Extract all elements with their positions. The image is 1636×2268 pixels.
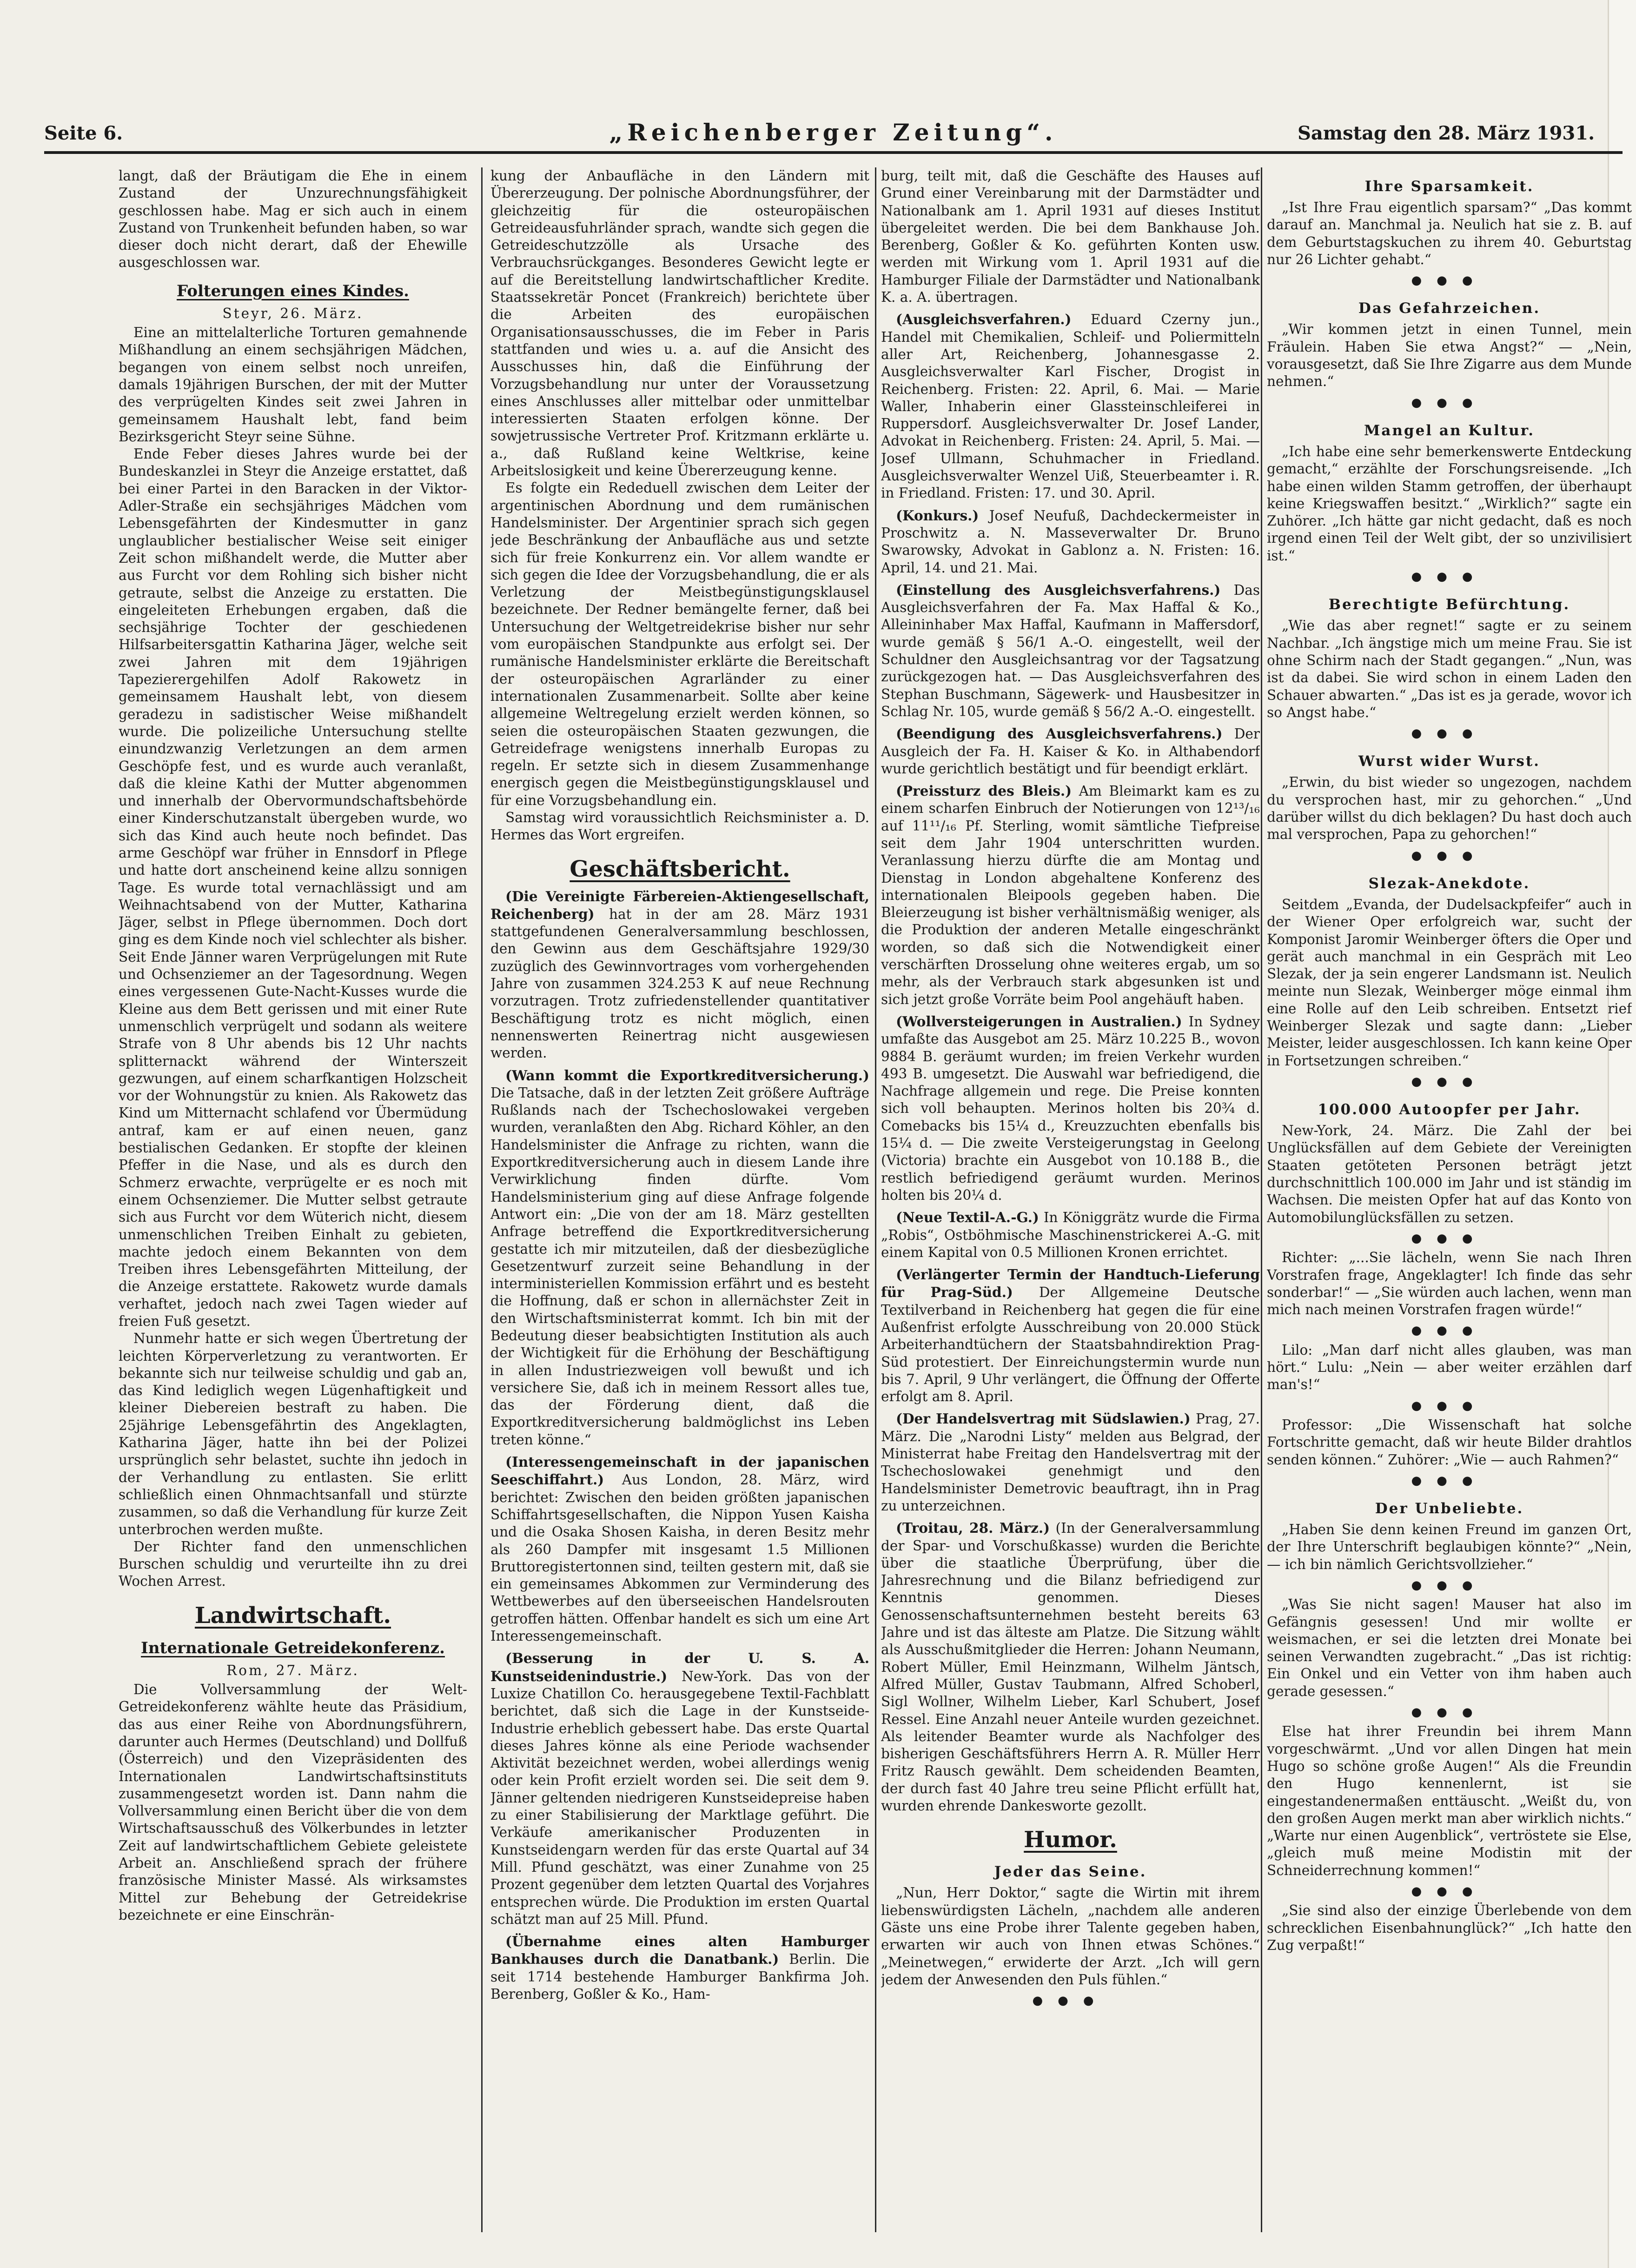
entry-lead: (Neue Textil-A.-G.) xyxy=(896,1209,1039,1226)
entry-lead: (Troitau, 28. März.) xyxy=(896,1520,1050,1536)
joke-text: „Ich habe eine sehr bemerkenswerte Entdeckung gemacht,“ erzählte der Forschungsreisende. „Ich habe einen wilden Stamm getroffen, der überhaupt keine Kriegswaffen besitzt.“ „Wirklich?“ sagte ein Zuhörer. „Ich hätte gar nicht gedacht, daß es noch irgend einen Teil der Welt gibt, der so unzivilisiert ist.“ xyxy=(1267,443,1632,564)
joke-text: „Erwin, du bist wieder so ungezogen, nachdem du versprochen hast, mir zu gehorchen.“ „Und darüber willst du dich beklagen? Du hast doch auch mal versprochen, Papa zu gehorchen!“ xyxy=(1267,774,1632,843)
joke-text: Else hat ihrer Freundin bei ihrem Mann vorgeschwärmt. „Und vor allen Dingen hat mein Hugo so schöne große Augen!“ Als die Freundin den Hugo kennenlernt, ist sie eingestandenermaßen enttäuscht. „Weißt du, von den großen Augen merkt man aber wirklich nichts.“ „Warte nur einen Augenblick“, vertröstete sie Else, „gleich muß meine Modistin mit der Schneiderrechnung kommen!“ xyxy=(1267,1723,1632,1878)
page-number: Seite 6. xyxy=(44,122,123,144)
entry-lead: (Preissturz des Bleis.) xyxy=(896,783,1072,799)
business-entry xyxy=(490,1933,869,2003)
paragraph: Eine an mittelalterliche Torturen gemahnende Mißhandlung an einem sechsjährigen Mädchen, begangen von einem selbst noch unreifen, damals 19jährigen Burschen, der mit der Mutter des verprügelten Kindes seit zwei Jahren in gemeinsamem Haushalt lebt, fand beim Bezirksgericht Steyr seine Sühne. xyxy=(119,325,467,445)
business-entry xyxy=(881,1013,1260,1204)
joke-title: Mangel an Kultur. xyxy=(1364,422,1535,439)
article-continuation: burg, teilt mit, daß die Geschäfte des Hauses auf Grund einer Vereinbarung mit der Darmstädter und Nationalbank am 1. April 1931 auf dieses Institut übergeleitet werden. Die bei dem Bankhause Joh. Berenberg, Goßler & Ko. geführten Konten usw. werden mit Wirkung vom 1. April 1931 auf die Hamburger Filiale der Darmstädter und Nationalbank K. a. A. übertragen. xyxy=(881,168,1260,306)
entry-lead: (Wollversteigerungen in Australien.) xyxy=(896,1013,1182,1030)
business-entry xyxy=(881,507,1260,577)
entry-body: Das Ausgleichsverfahren der Fa. Max Haffal & Ko., Alleininhaber Max Haffal, Kaufmann in Maffersdorf, wurde gemäß § 56/1 A.-O. eingestellt, weil der Schuldner den Ausgleichsantrag vor der Tagsatzung zurückgezogen hat. — Das Ausgleichsverfahren des Stephan Buschmann, Sägewerk- und Hausbesitzer in Schlag Nr. 105, wurde gemäß § 56/2 A.-O. eingestellt. xyxy=(881,582,1260,719)
entry-lead: (Wann kommt die Exportkreditversicherung.) xyxy=(505,1067,869,1084)
entry-lead: (Der Handelsvertrag mit Südslawien.) xyxy=(896,1410,1191,1427)
article-continuation: langt, daß der Bräutigam die Ehe in einem Zustand der Unzurechnungsfähigkeit geschlossen habe. Mag er sich auch in einem Zustand von Trunkenheit befunden haben, so war dieser doch nicht derart, daß der Ehewille ausgeschlossen war. xyxy=(119,168,467,271)
joke-title: Wurst wider Wurst. xyxy=(1358,753,1540,770)
paragraph: Samstag wird voraussichtlich Reichsminister a. D. Hermes das Wort ergreifen. xyxy=(490,809,869,843)
column-3 xyxy=(881,167,1260,2251)
section-heading: Geschäftsbericht. xyxy=(570,856,790,882)
dateline: Rom, 27. März. xyxy=(226,1662,359,1678)
joke-title: Jeder das Seine. xyxy=(994,1863,1147,1881)
column-2 xyxy=(490,167,869,2251)
entry-lead: (Interessengemeinschaft in der japanischen Seeschiffahrt.) xyxy=(490,1454,869,1488)
paragraph: Ende Feber dieses Jahres wurde bei der Bundeskanzlei in Steyr die Anzeige erstattet, daß bei einer Partei in den Baracken in der Viktor-Adler-Straße ein sechsjähriges Mädchen vom Lebensgefährten der Kindesmutter in ganz unglaublicher bestialischer Weise seit einiger Zeit schon mißhandelt werde, die Mutter aber aus Furcht vor dem Rohling sich bisher nicht getraute, selbst die Anzeige zu erstatten. Die eingeleiteten Erhebungen ergaben, daß die sechsjährige Tochter der geschiedenen Hilfsarbeitersgattin Katharina Jäger, welche seit zwei Jahren mit dem 19jährigen Tapezierergehilfen Adolf Rakowetz in gemeinsamem Haushalt lebt, von diesem geradezu in sadistischer Weise mißhandelt wurde. Die polizeiliche Untersuchung stellte einundzwanzig Verletzungen an dem armen Geschöpfe fest, und es wurde auch veranlaßt, daß die kleine Kathi der Mutter abgenommen und innerhalb der Obervormundschaftsbehörde einer Kinderschutzanstalt übergeben wurde, wo sich das Kind auch heute noch befindet. Das arme Geschöpf war früher in Ennsdorf in Pflege und hatte dort anscheinend keine allzu sonnigen Tage. Es wurde total vernachlässigt und am Weihnachtsabend von der Mutter, Katharina Jäger, selbst in Pflege übernommen. Doch dort ging es dem Kinde noch viel schlechter als bisher. Seit Ende Jänner waren Verprügelungen mit Rute und Ochsenziemer an der Tagesordnung. Wegen eines vergessenen Gute-Nacht-Kusses wurde die Kleine aus dem Bett gerissen und mit einer Rute unmenschlich verprügelt und sodann als weitere Strafe von 8 Uhr abends bis 12 Uhr nachts splitternackt während der Winterszeit gezwungen, auf einem scharfkantigen Holzscheit vor der Wohnungstür zu knien. Als Rakowetz das Kind um Mitternacht schlafend vor Übermüdung antraf, kam er auf einen neuen, ganz bestialischen Gedanken. Er stopfte der kleinen Pfeffer in die Nase, und als es durch den Schmerz erwachte, verprügelte er es noch mit einem Ochsenziemer. Die Mutter selbst getraute sich aus Furcht vor dem Wüterich nicht, diesem unmenschlichen Treiben Einhalt zu gebieten, machte jedoch einem Bekannten von dem Treiben ihres Lebensgefährten Mitteilung, der die Anzeige erstattete. Rakowetz wurde damals verhaftet, jedoch nach zwei Tagen wieder auf freien Fuß gesetzt. xyxy=(119,446,467,1329)
entry-body: Der Ausgleich der Fa. H. Kaiser & Ko. in Althabendorf wurde gerichtlich bestätigt und für beendigt erklärt. xyxy=(881,726,1260,777)
column-1 xyxy=(119,167,467,2251)
entry-body: Josef Neufuß, Dachdeckermeister in Proschwitz a. N. Masseverwalter Dr. Bruno Swarowsky, Advokat in Gablonz a. N. Fristen: 16. April, 14. und 21. Mai. xyxy=(881,507,1260,576)
entry-lead: (Ausgleichsverfahren.) xyxy=(896,311,1072,328)
entry-lead: (Beendigung des Ausgleichsverfahrens.) xyxy=(896,725,1223,742)
separator-dots: ●●● xyxy=(1411,726,1488,741)
entry-body: Der Allgemeine Deutsche Textilverband in Reichenberg hat gegen die für eine Außenfrist erfolgte Ausschreibung von 20.000 Stück Arbeiterhandtüchern der Staatsbahndirektion Prag-Süd protestiert. Der Einreichungstermin wurde nun bis 7. April, 9 Uhr verlängert, die Öffnung der Offerte erfolgt am 8. April. xyxy=(881,1284,1260,1405)
entry-body: (In der Generalversammlung der Spar- und Vorschußkasse) wurden die Berichte über die staatliche Überprüfung, über die Jahresrechnung und die Bilanz befriedigend zur Kenntnis genommen. Dieses Genossenschaftsunternehmen besteht bereits 63 Jahre und ist das älteste am Platze. Die Sitzung wählt als Ausschußmitglieder die Herren: Johann Neumann, Robert Müller, Emil Heinzmann, Wilhelm Jäntsch, Alfred Müller, Gustav Taubmann, Alfred Schoberl, Sigl Wollner, Wilhelm Lieber, Karl Schubert, Josef Ressel. Eine Anzahl neuer Anteile wurden gezeichnet. Als leitender Beamter wurde als Nachfolger des bisherigen Geschäftsführers Herrn A. R. Müller Herr Fritz Rausch gewählt. Dem scheidenden Beamten, der durch fast 40 Jahre treu seine Pflicht erfüllt hat, wurden ehrende Dankesworte gezollt. xyxy=(881,1520,1260,1814)
entry-body: In Königgrätz wurde die Firma „Robis“, Ostböhmische Maschinenstrickerei A.-G. mit einem Kapital von 0.5 Millionen Kronen errichtet. xyxy=(881,1210,1260,1260)
business-entry xyxy=(490,888,869,1062)
separator-dots: ●●● xyxy=(1411,1324,1488,1338)
separator-dots: ●●● xyxy=(1411,1884,1488,1899)
entry-body: In Sydney umfaßte das Ausgebot am 25. März 10.225 B., wovon 9884 B. geräumt wurden; im freien Verkehr wurden 493 B. umgesetzt. Die Auswahl war befriedigend, die Nachfrage allgemein und rege. Die Preise konnten sich voll behaupten. Merinos holten bis 20¾ d. Comebacks bis 15¼ d., Kreuzzuchten ebenfalls bis 15¼ d. — Die zweite Versteigerungstag in Geelong (Victoria) brachte ein Ausgebot von 10.188 B., die restlich befriedigend geräumt wurden. Merinos holten bis 20¼ d. xyxy=(881,1013,1260,1203)
entry-body: hat in der am 28. März 1931 stattgefundenen Generalversammlung beschlossen, den Gewinn aus dem Geschäftsjahre 1929/30 zuzüglich des Gewinnvortrages vom vorhergehenden Jahre von zusammen 324.253 K auf neue Rechnung vorzutragen. Trotz zufriedenstellender quantitativer Beschäftigung trotz es nicht möglich, einen nennenswerten Reinertrag nicht ausgewiesen werden. xyxy=(490,906,869,1061)
column-4 xyxy=(1267,167,1632,2251)
business-entry xyxy=(881,581,1260,720)
joke-text: „Wir kommen jetzt in einen Tunnel, mein Fräulein. Haben Sie etwa Angst?“ — „Nein, vorausgesetzt, daß Sie Ihre Zigarre aus dem Munde nehmen.“ xyxy=(1267,321,1632,390)
joke-text: „Haben Sie denn keinen Freund im ganzen Ort, der Ihre Unterschrift beglaubigen könnte?“ „Nein, — ich bin nämlich Gerichtsvollzieher.“ xyxy=(1267,1522,1632,1572)
issue-date: Samstag den 28. März 1931. xyxy=(1297,122,1595,144)
column-rule xyxy=(875,167,876,2232)
business-entry xyxy=(490,1649,869,1928)
joke-text: „Nun, Herr Doktor,“ sagte die Wirtin mit ihrem liebenswürdigsten Lächeln, „nachdem alle anderen Gäste uns eine Probe ihrer Talente gegeben haben, erwarten wir auch von Ihnen etwas Schönes.“ „Meinetwegen,“ erwiderte der Arzt. „Ich will gern jedem der Anwesenden den Puls fühlen.“ xyxy=(881,1885,1260,1988)
joke-text: „Was Sie nicht sagen! Mauser hat also im Gefängnis gesessen! Und mir wollte er weismachen, er sei die letzten drei Monate bei seinen Verwandten zugebracht.“ „Das ist richtig: Ein Onkel und ein Vetter von ihm haben auch gerade gesessen.“ xyxy=(1267,1596,1632,1699)
business-entry xyxy=(881,311,1260,502)
business-entry xyxy=(881,1209,1260,1261)
entry-body: Aus London, 28. März, wird berichtet: Zwischen den beiden größten japanischen Schiffahrtsgesellschaften, die Nippon Yusen Kaisha und die Osaka Shosen Kaisha, in deren Besitz mehr als 260 Dampfer mit insgesamt 1.5 Millionen Bruttoregistertonnen sind, teilten gestern mit, daß sie ein gemeinsames Abkommen zur Verminderung des Wettbewerbes auf den überseeischen Handelsrouten getroffen hätten. Offenbar handelt es sich um eine Art Interessengemeinschaft. xyxy=(490,1472,869,1644)
masthead xyxy=(44,119,1623,154)
business-entry xyxy=(490,1453,869,1645)
joke-title: Das Gefahrzeichen. xyxy=(1358,300,1541,317)
section-heading: Landwirtschaft. xyxy=(194,1602,391,1629)
separator-dots: ●●● xyxy=(1411,1473,1488,1488)
joke-title: Ihre Sparsamkeit. xyxy=(1364,178,1534,195)
business-entry xyxy=(881,782,1260,1008)
entry-body: Berlin. Die seit 1714 bestehende Hamburger Bankfirma Joh. Berenberg, Goßler & Ko., Ham- xyxy=(490,1951,869,2002)
paragraph: Der Richter fand den unmenschlichen Burschen schuldig und verurteilte ihn zu drei Wochen Arrest. xyxy=(119,1538,467,1590)
section-heading: Humor. xyxy=(1024,1827,1117,1853)
separator-dots: ●●● xyxy=(1032,1994,1109,2008)
joke-text: New-York, 24. März. Die Zahl der bei Unglücksfällen auf dem Gebiete der Vereinigten Staaten getöteten Personen beträgt jetzt durchschnittlich 100.000 im Jahr und ist ständig im Wachsen. Die meisten Opfer hat auf das Konto von Automobilunglücksfällen zu setzen. xyxy=(1267,1123,1632,1225)
joke-title: Der Unbeliebte. xyxy=(1375,1500,1524,1517)
separator-dots: ●●● xyxy=(1411,1231,1488,1245)
joke-text: Seitdem „Evanda, der Dudelsackpfeifer“ auch in der Wiener Oper erfolgreich war, sucht der Komponist Jaromir Weinberger öfters die Oper und gerät auch manchmal in ein Gespräch mit Leo Slezak, der ja sein engerer Landsmann ist. Neulich meinte nun Slezak, Weinberger möge einmal ihm eine Rolle auf den Leib schreiben. Entsetzt rief Weinberger Slezak und sagte dann: „Lieber Meister, leider ausgeschlossen. Ich kann keine Oper in Fortsetzungen schreiben.“ xyxy=(1267,896,1632,1069)
entry-body: Die Tatsache, daß in der letzten Zeit größere Aufträge Rußlands nach der Tschechoslowakei vergeben wurden, veranlaßten den Abg. Richard Köhler, an den Handelsminister die Anfrage zu richten, wann die Exportkreditversicherung auch in diesem Lande ihre Verwirklichung finden dürfte. Vom Handelsministerium ging auf diese Anfrage folgende Antwort ein: „Die von der am 18. März gestellten Anfrage betreffend die Exportkreditversicherung gestatte ich mir mitzuteilen, daß der diesbezügliche Gesetzentwurf zurzeit seine Behandlung in der interministeriellen Kommission erfährt und es besteht die Hoffnung, daß er schon in allernächster Zeit in den Wirtschaftsministerrat kommt. Ich bin mit der Bedeutung dieser beabsichtigten Institution als auch der Wichtigkeit für die Erhöhung der Beschäftigung in allen Industriezweigen voll bewußt und ich versichere Sie, daß ich in meinem Ressort alles tue, das der Förderung dient, daß die Exportkreditversicherung baldmöglichst ins Leben treten könne.“ xyxy=(490,1084,869,1448)
paragraph: Nunmehr hatte er sich wegen Übertretung der leichten Körperverletzung zu verantworten. Er bekannte sich nur teilweise schuldig und gab an, das Kind lediglich wegen Lügenhaftigkeit und kleiner Diebereien bestraft zu haben. Die 25jährige Lebensgefährtin des Angeklagten, Katharina Jäger, hatte ihn bei der Polizei ursprünglich sehr belastet, suchte ihn jedoch in der Verhandlung zu entlasten. Sie erlitt schließlich einen Ohnmachtsanfall und stürzte zusammen, so daß die Verhandlung für kurze Zeit unterbrochen werden mußte. xyxy=(119,1330,467,1537)
business-entry xyxy=(881,725,1260,778)
entry-lead: (Übernahme eines alten Hamburger Bankhauses durch die Danatbank.) xyxy=(490,1933,869,1968)
joke-text: „Ist Ihre Frau eigentlich sparsam?“ „Das kommt darauf an. Manchmal ja. Neulich hat sie z. B. auf dem Geburtstagskuchen zu ihrem 40. Geburtstag nur 26 Lichter gehabt.“ xyxy=(1267,200,1632,267)
entry-lead: (Konkurs.) xyxy=(896,507,979,524)
separator-dots: ●●● xyxy=(1411,848,1488,863)
joke-title: Berechtigte Befürchtung. xyxy=(1328,596,1570,613)
joke-text: Richter: „...Sie lächeln, wenn Sie nach Ihren Vorstrafen frage, Angeklagter! Ich finde das sehr sonderbar!“ — „Sie würden auch lachen, wenn man mich nach meinen Vorstrafen fragen würde!“ xyxy=(1267,1250,1632,1318)
dateline: Steyr, 26. März. xyxy=(222,305,364,321)
newspaper-title: „Reichenberger Zeitung“. xyxy=(609,119,1058,146)
paragraph: Es folgte ein Rededuell zwischen dem Leiter der argentinischen Abordnung und dem rumänischen Handelsminister. Der Argentinier sprach sich gegen jede Beschränkung der Anbaufläche aus und setzte sich für freie Konkurrenz ein. Vor allem wandte er sich gegen die Idee der Vorzugsbehandlung, die er als Verletzung der Meistbegünstigungsklausel bezeichnete. Der Redner bemängelte ferner, daß bei Untersuchung der Weltgetreidekrise bisher nur sehr vom europäischen Standpunkte aus erfolgt sei. Der rumänische Handelsminister erklärte die Bereitschaft der osteuropäischen Agrarländer zu einer internationalen Zusammenarbeit. Sollte aber keine allgemeine Weltregelung erzielt werden können, so seien die osteuropäischen Staaten gezwungen, die Getreidefrage wenigstens innerhalb Europas zu regeln. Er setzte sich in diesem Zusammenhange energisch gegen die Meistbegünstigungsklausel und für eine Vorzugsbehandlung ein. xyxy=(490,480,869,808)
business-entry xyxy=(881,1410,1260,1515)
entry-body: New-York. Das von der Luxize Chatillon Co. herausgegebene Textil-Fachblatt berichtet, daß sich die Lage in der Kunstseide-Industrie erheblich gebessert habe. Das erste Quartal dieses Jahres könne als eine Periode wachsender Aktivität bezeichnet werden, wobei allerdings wenig oder kein Profit erzielt worden sei. Die seit dem 9. Jänner geltenden niedrigeren Kunstseidepreise haben zu einer Stabilisierung der Marktlage geführt. Die Verkäufe amerikanischer Produzenten in Kunstseidengarn werden für das erste Quartal auf 34 Mill. Pfund geschätzt, was einer Zunahme von 25 Prozent gegenüber dem letzten Quartal des Vorjahres entsprechen würde. Die Produktion im ersten Quartal schätzt man auf 25 Mill. Pfund. xyxy=(490,1668,869,1927)
article-continuation: kung der Anbaufläche in den Ländern mit Übererzeugung. Der polnische Abordnungsführer, der gleichzeitig für die osteuropäischen Getreideausfuhrländer sprach, wandte sich gegen die Getreideschutzzölle als Ursache des Verbrauchsrückganges. Besonderes Gewicht legte er auf die Bereitstellung landwirtschaftlicher Kredite. Staatssekretär Poncet (Frankreich) berichtete über die Arbeiten des europäischen Organisationsausschusses, die im Feber in Paris stattfanden und wies u. a. auf die Ansicht des Ausschusses hin, daß die Einführung der Vorzugsbehandlung nur unter der Voraussetzung eines Anschlusses aller mittelbar oder unmittelbar interessierten Staaten erfolgen könne. Der sowjetrussische Vertreter Prof. Kritzmann erklärte u. a., daß Rußland keine Weltkrise, keine Arbeitslosigkeit und keine Übererzeugung kenne. xyxy=(490,168,869,479)
entry-body: Am Bleimarkt kam es zu einem scharfen Einbruch der Notierungen von 12¹³/₁₆ auf 11¹¹/₁₆ Pf. Sterling, womit sämtliche Tiefpreise seit dem Jahr 1904 unterschritten wurden. Veranlassung hierzu dürfte die am Montag und Dienstag in London abgehaltene Konferenz des internationalen Bleipools gegeben haben. Die Bleierzeugung ist bisher verhältnismäßig weniger, als die Produktion der anderen Metalle eingeschränkt worden, so daß sich die Notwendigkeit einer verschärften Drosselung ohne weiteres ergab, um so mehr, als der Verbrauch stark abgesunken ist und sich jetzt große Vorräte beim Pool angehäuft haben. xyxy=(881,783,1260,1007)
column-rule xyxy=(481,167,483,2232)
separator-dots: ●●● xyxy=(1411,1705,1488,1720)
joke-title: Slezak-Anekdote. xyxy=(1368,875,1530,892)
column-rule xyxy=(1261,167,1262,2232)
joke-text: „Sie sind also der einzige Überlebende von dem schrecklichen Eisenbahnunglück?“ „Ich hatte den Zug verpaßt!“ xyxy=(1267,1902,1632,1953)
joke-text: Professor: „Die Wissenschaft hat solche Fortschritte gemacht, daß wir heute Bilder drahtlos senden können.“ Zuhörer: „Wie — auch Rahmen?“ xyxy=(1267,1417,1632,1468)
separator-dots: ●●● xyxy=(1411,1578,1488,1592)
article-headline: Internationale Getreidekonferenz. xyxy=(141,1638,445,1657)
paragraph: Die Vollversammlung der Welt-Getreidekonferenz wählte heute das Präsidium, das aus einer Reihe von Abordnungsführern, darunter auch Hermes (Deutschland) und Dollfuß (Österreich) und den Vizepräsidenten des Internationalen Landwirtschaftsinstituts zusammengesetzt worden ist. Dann nahm die Vollversammlung einen Bericht über die von dem Wirtschaftsausschuß des Völkerbundes in letzter Zeit auf landwirtschaftlichem Gebiete geleistete Arbeit an. Anschließend sprach der frühere französische Minister Massé. Als wirksamstes Mittel zur Behebung der Getreidekrise bezeichnete er eine Einschrän- xyxy=(119,1682,467,1923)
entry-lead: (Einstellung des Ausgleichsverfahrens.) xyxy=(896,581,1221,598)
entry-lead: (Verlängerter Termin der Handtuch-Lieferung für Prag-Süd.) xyxy=(881,1266,1260,1301)
separator-dots: ●●● xyxy=(1411,1398,1488,1413)
article-headline: Folterungen eines Kindes. xyxy=(177,281,409,300)
separator-dots: ●●● xyxy=(1411,395,1488,410)
business-entry xyxy=(881,1266,1260,1405)
separator-dots: ●●● xyxy=(1411,273,1488,288)
business-entry xyxy=(490,1067,869,1449)
entry-lead: (Besserung in der U. S. A. Kunstseidenindustrie.) xyxy=(490,1650,869,1684)
separator-dots: ●●● xyxy=(1411,1074,1488,1089)
separator-dots: ●●● xyxy=(1411,570,1488,584)
entry-body: Eduard Czerny jun., Handel mit Chemikalien, Schleif- und Poliermitteln aller Art, Reichenberg, Johannesgasse 2. Ausgleichsverwalter Karl Fischer, Drogist in Reichenberg. Fristen: 22. April, 6. Mai. — Marie Waller, Inhaberin einer Glassteinschleiferei in Ruppersdorf. Ausgleichsverwalter Dr. Josef Lander, Advokat in Reichenberg. Fristen: 24. April, 5. Mai. — Josef Ullmann, Schuhmacher in Friedland. Ausgleichsverwalter Wenzel Uiß, Steuerbeamter i. R. in Friedland. Fristen: 17. und 30. April. xyxy=(881,312,1260,501)
entry-lead: (Die Vereinigte Färbereien-Aktiengesellschaft, Reichenberg) xyxy=(490,888,869,922)
joke-title: 100.000 Autoopfer per Jahr. xyxy=(1318,1101,1581,1118)
entry-body: Prag, 27. März. Die „Narodni Listy“ melden aus Belgrad, der Ministerrat habe Freitag den Handelsvertrag mit der Tschechoslowakei genehmigt und den Handelsminister Demetrovic beauftragt, ihn in Prag zu unterzeichnen. xyxy=(881,1411,1260,1514)
joke-text: Lilo: „Man darf nicht alles glauben, was man hört.“ Lulu: „Nein — aber weiter erzählen darf man's!“ xyxy=(1267,1342,1632,1393)
joke-text: „Wie das aber regnet!“ sagte er zu seinem Nachbar. „Ich ängstige mich um meine Frau. Sie ist ohne Schirm nach der Stadt gegangen.“ „Nun, was ist da dabei. Sie wird schon in einem Laden den Schauer abwarten.“ „Das ist es ja gerade, wovor ich so Angst habe.“ xyxy=(1267,618,1632,720)
business-entry xyxy=(881,1519,1260,1815)
